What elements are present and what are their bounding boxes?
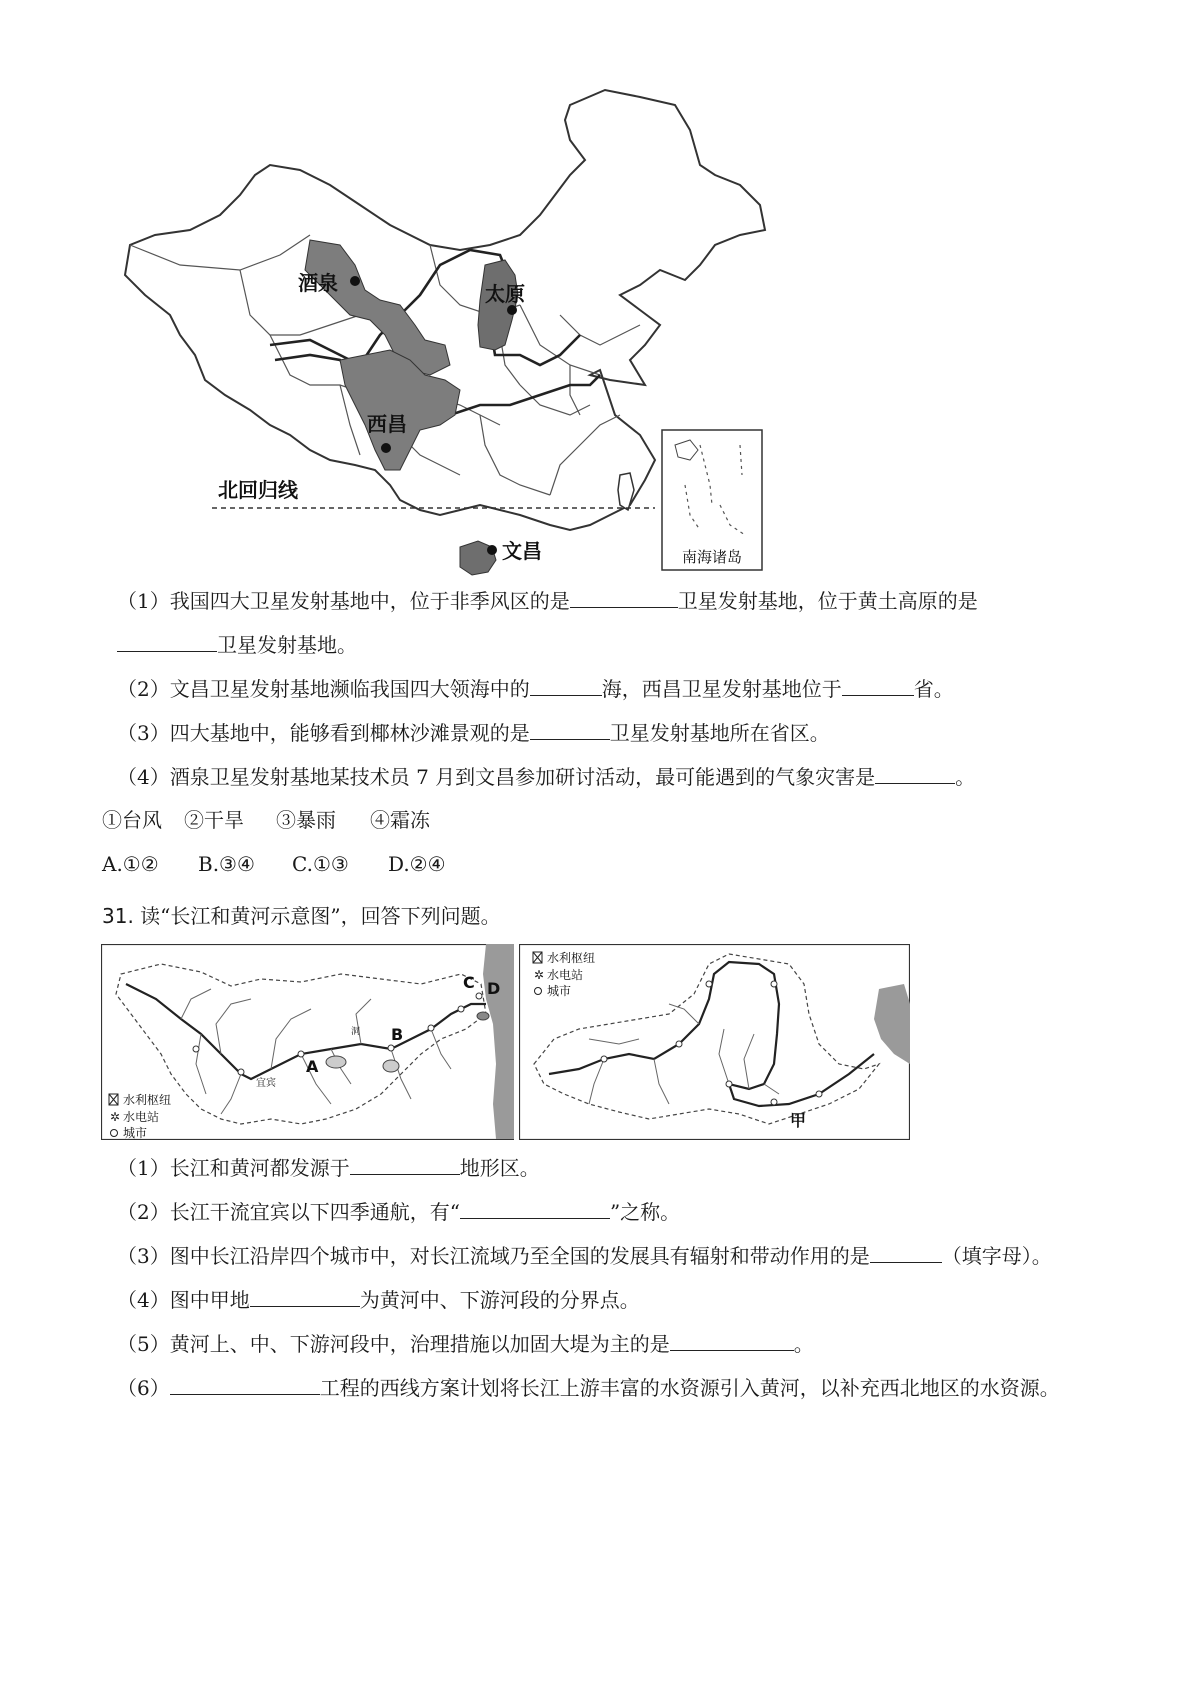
point-c-label: C xyxy=(463,973,475,992)
q31-s5-text-b: 。 xyxy=(793,1332,814,1356)
city-icon xyxy=(111,1130,118,1137)
choice-item[interactable]: B.③④ xyxy=(198,852,255,876)
q30-choices xyxy=(102,850,446,878)
hydropower-icon: ✲ xyxy=(534,968,545,982)
answer-blank[interactable] xyxy=(117,633,217,652)
yellow-river-map xyxy=(519,944,910,1140)
taiyuan-label: 太原 xyxy=(485,282,525,306)
q31-sub2 xyxy=(117,1198,680,1226)
point-d-label: D xyxy=(487,979,501,998)
q30-sub3 xyxy=(117,719,830,747)
lake-label: 洞 xyxy=(351,1027,361,1037)
answer-blank[interactable] xyxy=(870,1244,942,1263)
choice-item[interactable]: A.①② xyxy=(102,852,159,876)
yangtze-river-map xyxy=(101,944,514,1140)
q31-sub3 xyxy=(117,1242,1052,1270)
point-b-label: B xyxy=(391,1025,404,1044)
choice-item[interactable]: C.①③ xyxy=(292,852,349,876)
q31-s3-text-a: （3）图中长江沿岸四个城市中，对长江流域乃至全国的发展具有辐射和带动作用的是 xyxy=(117,1244,870,1268)
taiyuan-dot xyxy=(507,305,517,315)
q30-s1-text-c: 卫星发射基地。 xyxy=(217,633,357,657)
q30-options xyxy=(102,806,430,834)
q31-s2-text-b: ”之称。 xyxy=(609,1200,681,1224)
tropic-label: 北回归线 xyxy=(218,478,298,502)
south-china-sea-inset xyxy=(662,430,762,570)
option-item: ②干旱 xyxy=(184,808,244,832)
q31-sub6 xyxy=(117,1374,1060,1402)
q30-s2-text-c: 省。 xyxy=(913,677,954,701)
inset-label: 南海诸岛 xyxy=(682,548,743,566)
jiuquan-label: 酒泉 xyxy=(298,271,338,295)
q30-sub1-line2 xyxy=(117,631,357,659)
answer-blank[interactable] xyxy=(530,677,602,696)
answer-blank[interactable] xyxy=(460,1200,610,1219)
q30-s2-text-a: （2）文昌卫星发射基地濒临我国四大领海中的 xyxy=(117,677,530,701)
option-item: ①台风 xyxy=(102,808,162,832)
wenchang-label: 文昌 xyxy=(502,539,542,563)
wenchang-dot xyxy=(487,545,497,555)
q30-s4-text-b: 。 xyxy=(955,765,976,789)
answer-blank[interactable] xyxy=(530,721,610,740)
answer-blank[interactable] xyxy=(170,1376,320,1395)
q31-sub4 xyxy=(117,1286,640,1314)
q30-s1-text-a: （1）我国四大卫星发射基地中，位于非季风区的是 xyxy=(117,589,570,613)
q31-s3-text-b: （填字母）。 xyxy=(941,1244,1052,1268)
q31-s4-text-a: （4）图中甲地 xyxy=(117,1288,250,1312)
xichang-dot xyxy=(381,443,391,453)
q31-s4-text-b: 为黄河中、下游河段的分界点。 xyxy=(359,1288,640,1312)
legend-hydropower: 水电站 xyxy=(547,968,584,982)
q31-s5-text-a: （5）黄河上、中、下游河段中，治理措施以加固大堤为主的是 xyxy=(117,1332,670,1356)
q30-s3-text-b: 卫星发射基地所在省区。 xyxy=(609,721,830,745)
answer-blank[interactable] xyxy=(250,1288,360,1307)
q31-s6-text-a: （6） xyxy=(117,1376,170,1400)
answer-blank[interactable] xyxy=(350,1156,460,1175)
q31-s1-text-b: 地形区。 xyxy=(459,1156,540,1180)
legend-city: 城市 xyxy=(123,1126,148,1140)
q31-s2-text-a: （2）长江干流宜宾以下四季通航，有“ xyxy=(117,1200,460,1224)
answer-blank[interactable] xyxy=(570,589,678,608)
q30-s3-text-a: （3）四大基地中，能够看到椰林沙滩景观的是 xyxy=(117,721,530,745)
option-item: ④霜冻 xyxy=(370,808,430,832)
question-number: 31. xyxy=(102,904,134,928)
answer-blank[interactable] xyxy=(842,677,914,696)
question-title: 读“长江和黄河示意图”，回答下列问题。 xyxy=(140,904,501,928)
xichang-label: 西昌 xyxy=(367,412,407,436)
point-a-label: A xyxy=(306,1057,319,1076)
china-satellite-base-map xyxy=(100,85,840,625)
hydropower-icon: ✲ xyxy=(110,1110,121,1124)
choice-item[interactable]: D.②④ xyxy=(388,852,446,876)
q31-s6-text-b: 工程的西线方案计划将长江上游丰富的水资源引入黄河，以补充西北地区的水资源。 xyxy=(319,1376,1060,1400)
option-item: ③暴雨 xyxy=(276,808,336,832)
jia-label: 甲 xyxy=(790,1111,807,1130)
legend-hydropower: 水电站 xyxy=(123,1110,160,1124)
yibin-label: 宜宾 xyxy=(256,1078,276,1089)
taiwan-island xyxy=(618,473,634,510)
answer-blank[interactable] xyxy=(875,765,955,784)
answer-blank[interactable] xyxy=(670,1332,794,1351)
q30-sub4 xyxy=(117,763,975,791)
q31-title xyxy=(102,902,501,930)
city-icon xyxy=(535,988,542,995)
q30-s2-text-b: 海，西昌卫星发射基地位于 xyxy=(601,677,842,701)
dongting-lake xyxy=(326,1056,346,1068)
q30-sub2 xyxy=(117,675,954,703)
q31-s1-text-a: （1）长江和黄河都发源于 xyxy=(117,1156,350,1180)
taihu-lake xyxy=(477,1012,489,1020)
q31-sub5 xyxy=(117,1330,814,1358)
q30-s1-text-b: 卫星发射基地，位于黄土高原的是 xyxy=(677,589,978,613)
poyang-lake xyxy=(383,1060,399,1072)
legend-dam: 水利枢纽 xyxy=(123,1093,172,1107)
q30-sub1-line1 xyxy=(117,587,978,615)
legend-city: 城市 xyxy=(547,984,572,998)
legend-dam: 水利枢纽 xyxy=(547,951,596,965)
q30-s4-text-a: （4）酒泉卫星发射基地某技术员 7 月到文昌参加研讨活动，最可能遇到的气象灾害是 xyxy=(117,765,876,789)
jiuquan-dot xyxy=(350,276,360,286)
q31-sub1 xyxy=(117,1154,540,1182)
